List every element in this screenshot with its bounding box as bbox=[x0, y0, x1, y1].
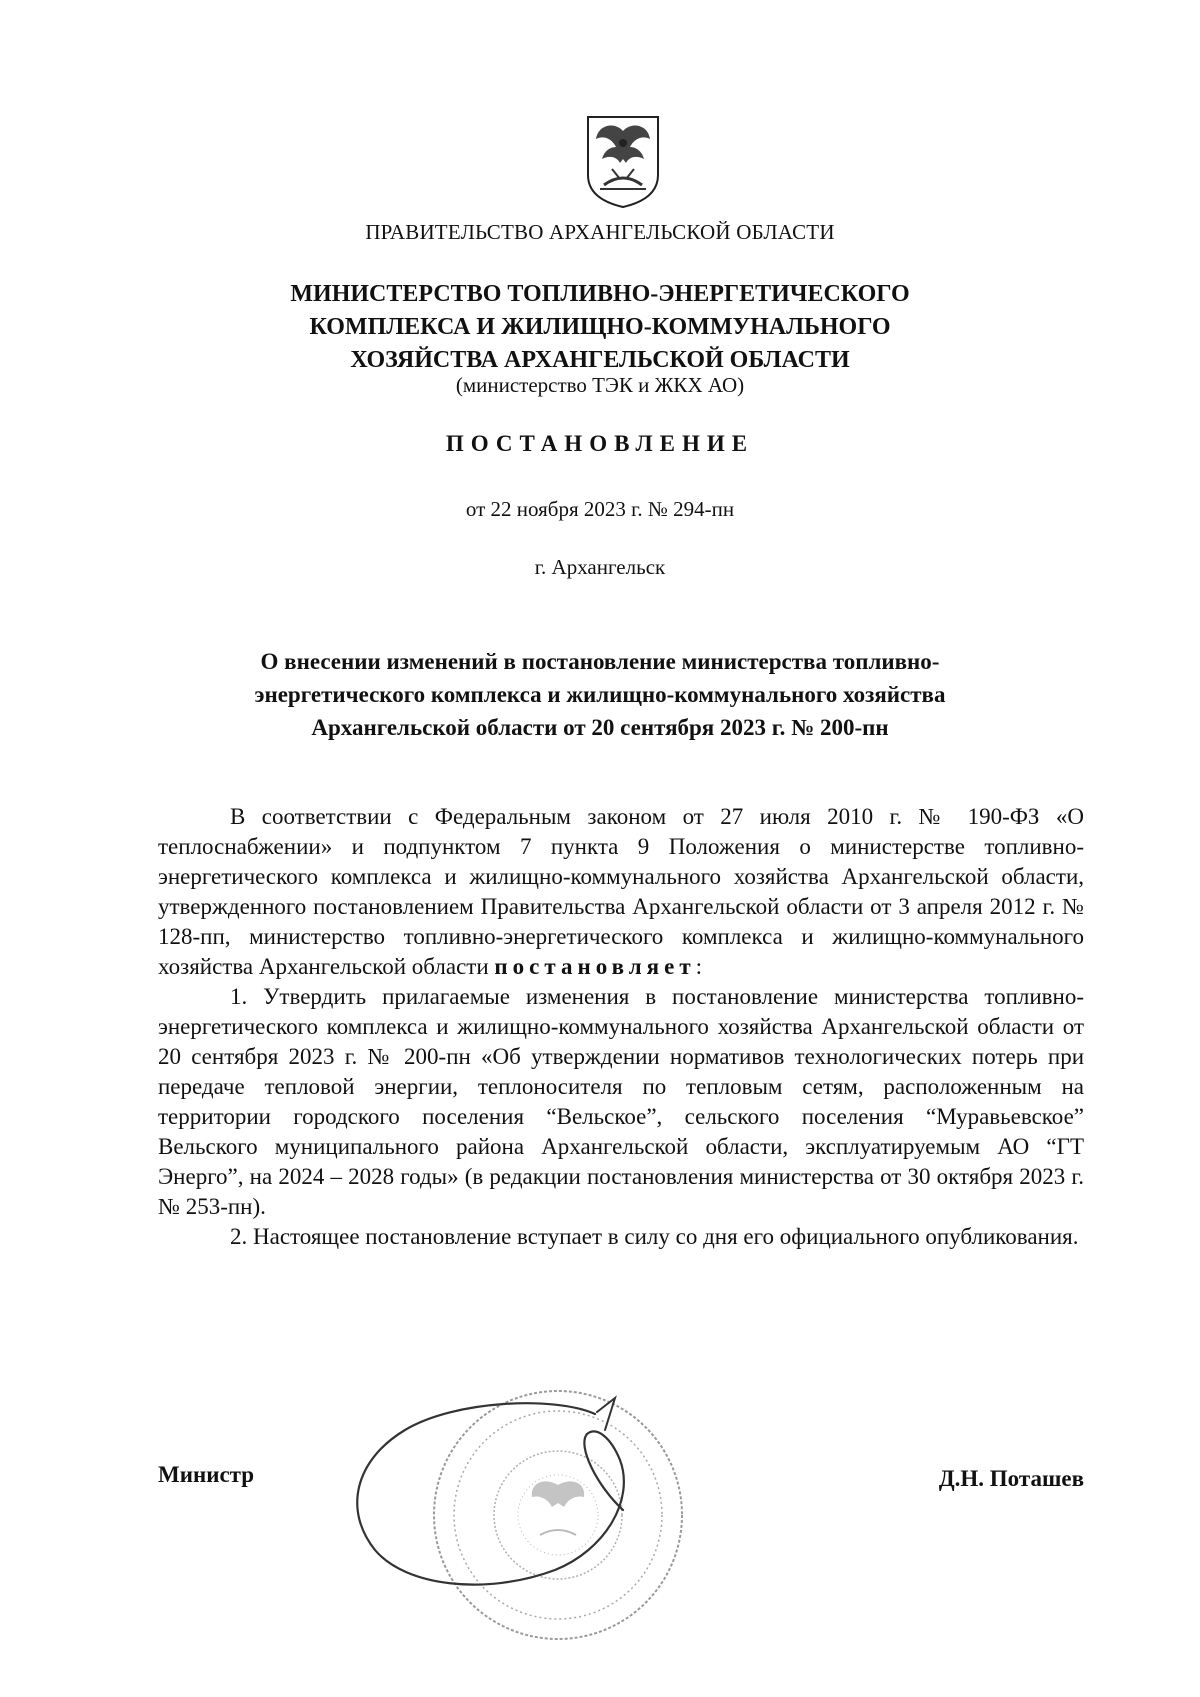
ministry-short-name: (министерство ТЭК и ЖКХ АО) bbox=[455, 373, 745, 397]
preamble-text: В соответствии с Федеральным законом от 27 июля 2010 г. № 190-ФЗ «О теплоснабжении» и подпунктом 7 пункта 9 Положения о министерстве топливно-энергетического комплекса и жилищно-коммунального хозяйства Архангельской области, утвержденного постановлением Правительства Архангельской области от 3 апреля 2012 г. № 128-пп, министерство топливно-энергетического комплекса и жилищно-коммунального хозяйства Архангельской области bbox=[158, 804, 1084, 979]
ministry-title-line: ХОЗЯЙСТВА АРХАНГЕЛЬСКОЙ ОБЛАСТИ bbox=[350, 347, 850, 373]
signatory-title: Министр bbox=[158, 1462, 255, 1487]
ministry-title-line: КОМПЛЕКСА И ЖИЛИЩНО-КОММУНАЛЬНОГО bbox=[309, 314, 891, 340]
item-1-paragraph: 1. Утвердить прилагаемые изменения в постановление министерства топливно-энергетического комплекса и жилищно-коммунального хозяйства Архангельской области от 20 сентября 2023 г. № 200-пн «Об утверждении нормативов технологических потерь при передаче тепловой энергии, теплоносителя по тепловым сетям, расположенным на территории городского поселения “Вельское”, сельского поселения “Муравьевское” Вельского муниципального района Архангельской области, эксплуатируемым АО “ГТ Энерго”, на 2024 – 2028 годы» (в редакции постановления министерства от 30 октября 2023 г. № 253-пн). bbox=[158, 984, 1084, 1219]
handwritten-signature-icon bbox=[335, 1390, 665, 1600]
subject-line: О внесении изменений в постановление министерства топливно- bbox=[260, 649, 940, 674]
government-title: ПРАВИТЕЛЬСТВО АРХАНГЕЛЬСКОЙ ОБЛАСТИ bbox=[365, 220, 835, 244]
document-type: ПОСТАНОВЛЕНИЕ bbox=[445, 431, 755, 456]
document-date-number: от 22 ноября 2023 г. № 294-пн bbox=[465, 497, 735, 521]
ministry-title bbox=[0, 278, 1200, 377]
item-2-paragraph: 2. Настоящее постановление вступает в силу со дня его официального опубликования. bbox=[230, 1224, 1079, 1249]
subject-line: энергетического комплекса и жилищно-коммунального хозяйства bbox=[254, 682, 946, 707]
resolves-word: постановляет bbox=[494, 954, 696, 979]
coat-of-arms-icon bbox=[584, 113, 662, 209]
document-subject bbox=[0, 645, 1200, 744]
resolves-suffix: : bbox=[695, 954, 703, 979]
preamble-paragraph bbox=[158, 802, 1084, 982]
document-body bbox=[158, 802, 1084, 1252]
ministry-title-line: МИНИСТЕРСТВО ТОПЛИВНО-ЭНЕРГЕТИЧЕСКОГО bbox=[290, 281, 910, 307]
subject-line: Архангельской области от 20 сентября 2023 г. № 200-пн bbox=[311, 715, 889, 740]
signatory-name: Д.Н. Поташев bbox=[938, 1466, 1084, 1491]
document-city: г. Архангельск bbox=[534, 555, 666, 579]
